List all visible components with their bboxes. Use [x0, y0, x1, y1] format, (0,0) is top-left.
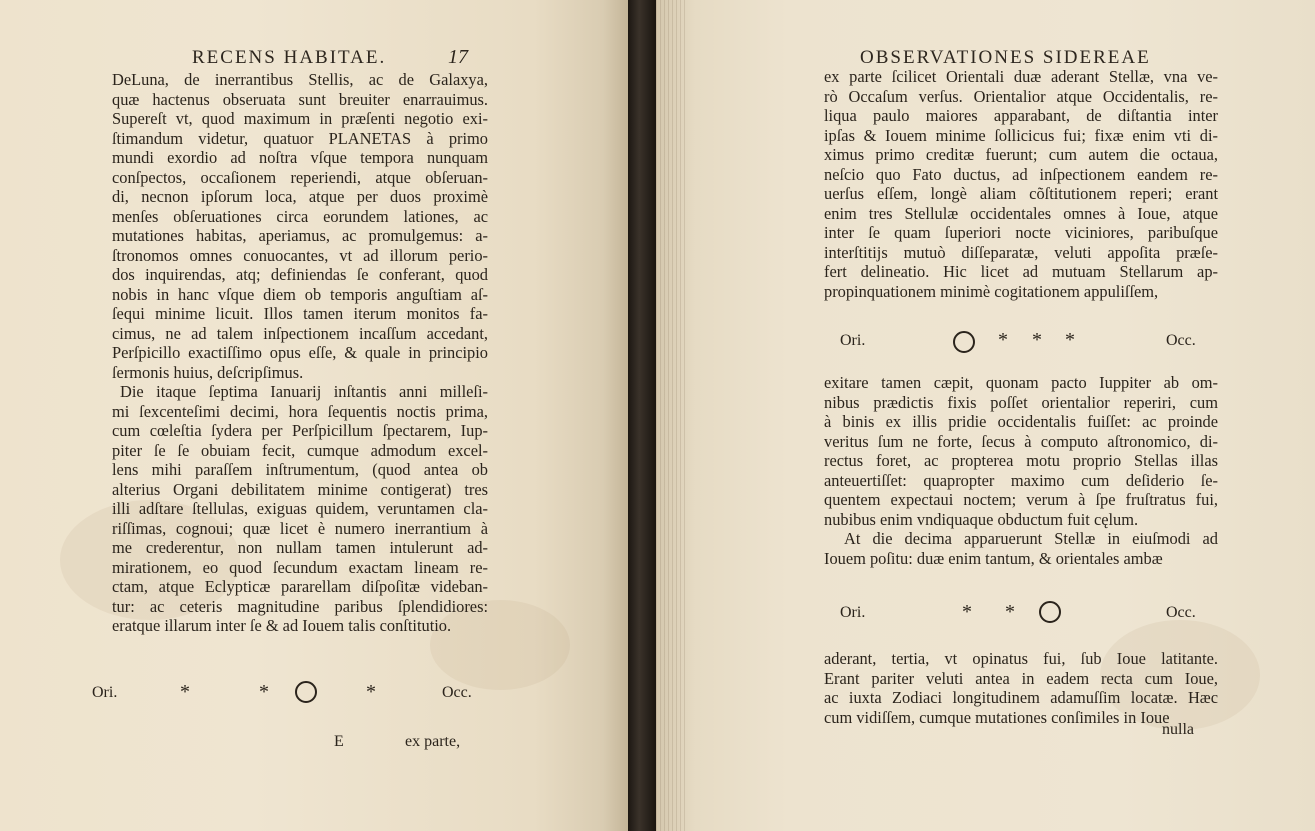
jupiter-diagram-jan8	[840, 328, 1210, 358]
page-edges	[656, 0, 686, 831]
text-line: dos inquirendas, atq; definiendas ſe conferant, quod	[112, 265, 488, 284]
text-line: At die decima apparuerunt Stellæ in eiuſmodi ad	[844, 529, 1218, 548]
text-line: riſſimas, cognoui; quæ licet è numero inerrantium à	[112, 518, 488, 538]
left-body-text	[112, 70, 488, 636]
occident-label: Occ.	[1166, 604, 1196, 621]
right-running-head: OBSERVATIONES SIDEREAE	[860, 47, 1151, 68]
text-line: ipſas & Iouem minime ſollicicus fui; fixæ enim vti di-	[824, 125, 1218, 145]
text-line: ex parte ſcilicet Orientali duæ aderant Stellæ, vna ve-	[824, 67, 1218, 86]
catchword: ex parte,	[405, 733, 461, 750]
text-line: mutationes habitas, aperiamus, ac promulgemus: a-	[112, 226, 488, 245]
orient-label: Ori.	[92, 684, 118, 701]
occident-label: Occ.	[1166, 332, 1196, 349]
text-line: ſtronomos omnes conuocantes, vt ad illorum perio-	[112, 245, 488, 265]
jupiter-circle	[953, 331, 975, 353]
star-mark: *	[366, 681, 376, 703]
text-line: cum cœleſtia ſydera per Perſpicillum ſpectarem, Iup-	[112, 421, 488, 440]
text-line: ſtimandum videtur, quatuor PLANETAS à primo	[112, 128, 488, 148]
text-line: exitare tamen cæpit, quonam pacto Iuppiter ab om-	[824, 373, 1218, 392]
text-line: ſequi minime licuit. Illos tamen iterum monitos fa-	[112, 304, 488, 323]
star-mark: *	[1065, 329, 1075, 351]
occident-label: Occ.	[442, 684, 472, 701]
text-line: piter ſe ſe obuiam fecit, cumque admodum excel-	[112, 440, 488, 460]
text-line: cimus, ne ad talem inſpectionem incaſſum accedant,	[112, 323, 488, 343]
text-line: cum vidiſſem, cumque mutationes conſimiles in Ioue	[824, 707, 1170, 727]
text-line: liqua paulo maiores apparabant, de diſtantia inter	[824, 106, 1218, 125]
text-line: à binis ex illis pridie occidentalis fuiſſet: ac proinde	[824, 412, 1218, 431]
text-line: nobis in hanc vſque diem ob temporis anguſtiam aſ-	[112, 284, 488, 304]
text-line: propinquationem minimè cogitationem appuliſſem,	[824, 281, 1159, 301]
signature-mark: E	[334, 733, 344, 750]
jupiter-diagram-jan10	[840, 600, 1210, 630]
left-running-head: RECENS HABITAE.	[192, 47, 387, 68]
text-line: alterius Organi debilitatem minime contigerat) tres	[112, 479, 488, 499]
text-line: anteuertiſſet: quapropter maximo cum deſiderio ſe-	[824, 470, 1218, 490]
star-mark: *	[180, 681, 190, 703]
page-number: 17	[448, 46, 468, 68]
text-line: lens mihi paraſſem inſtrumentum, (quod antea ob	[112, 460, 488, 479]
text-line: enim tres Stellulæ occidentales omnes à Ioue, atque	[824, 203, 1218, 223]
text-line: ſermonis huius, deſcripſimus.	[112, 362, 304, 382]
jupiter-circle	[295, 681, 317, 703]
text-line: mundi exordio ad noſtra vſque tempora nunquam	[112, 148, 488, 167]
text-line: eratque illarum inter ſe & ad Iouem talis conſtitutio.	[112, 616, 452, 635]
text-line: ctam, atque Eclypticæ pararellam diſpoſitæ videban-	[112, 577, 488, 596]
orient-label: Ori.	[840, 604, 866, 621]
star-mark: *	[259, 681, 269, 703]
star-mark: *	[1005, 601, 1015, 623]
text-line: mi ſexcenteſimi decimi, hora ſequentis noctis prima,	[112, 401, 488, 421]
catchword: nulla	[1162, 721, 1194, 738]
star-mark: *	[962, 601, 972, 623]
text-line: nibus prædictis fixis poſſet orientalior reperiri, cum	[824, 392, 1218, 412]
text-line: rò Occaſum verſus. Orientalior atque Occidentalis, re-	[824, 86, 1218, 106]
text-line: ac iuxta Zodiaci longitudinem adamuſſim locatæ. Hæc	[824, 688, 1218, 707]
text-line: neſcio quo Fato ductus, ad inſpectionem eandem re-	[824, 164, 1218, 184]
book-gutter	[628, 0, 656, 831]
orient-label: Ori.	[840, 332, 866, 349]
text-line: quentem expectaui noctem; verum à ſpe fruſtratus fui,	[824, 490, 1218, 509]
text-line: quæ hactenus obseruata sunt breuiter enarrauimus.	[112, 89, 488, 109]
star-mark: *	[998, 329, 1008, 351]
text-line: di, necnon ipſorum loca, atque per duos proximè	[112, 187, 488, 206]
text-line: veritus ſum ne forte, ſecus à computo aſtronomico, di-	[824, 431, 1218, 451]
text-line: interſtitijs mutuò diſſeparatæ, veluti appoſita præſe-	[824, 242, 1218, 262]
text-line: nubibus enim vndiquaque obductum fuit cęlum.	[824, 509, 1139, 529]
text-line: fert delineatio. Hic licet ad mutuam Stellarum ap-	[824, 262, 1218, 281]
text-line: aderant, tertia, vt opinatus fui, ſub Ioue latitante.	[824, 649, 1218, 668]
text-line: inter ſe quam ſuperiori nocte viciniores, paribuſque	[824, 223, 1218, 242]
jupiter-circle	[1039, 601, 1061, 623]
text-line: Iouem poſitu: duæ enim tantum, & orientales ambæ	[824, 548, 1163, 568]
text-line: conſpectos, occaſionem reperiendi, atque obſeruan-	[112, 167, 488, 187]
right-body-text-1	[824, 67, 1218, 301]
text-line: Erant pariter veluti antea in eadem recta cum Ioue,	[824, 668, 1218, 688]
text-line: uerſus eſſem, longè aliam cõſtitutionem reperi; erant	[824, 184, 1218, 203]
star-mark: *	[1032, 329, 1042, 351]
text-line: rectus foret, ac propterea motu proprio Stellas illas	[824, 451, 1218, 470]
text-line: tur: ac ceteris magnitudine paribus ſplendidiores:	[112, 596, 488, 616]
text-line: me crederentur, non nullam tamen intulerunt ad-	[112, 538, 488, 557]
text-line: Perſpicillo exactiſſimo opus eſſe, & quale in principio	[112, 343, 488, 362]
text-line: Supereſt vt, quod maximum in præſenti negotio exi-	[112, 109, 488, 128]
jupiter-diagram-jan7	[92, 680, 492, 710]
right-body-text-3	[824, 649, 1218, 727]
text-line: ximus primo creditæ fuerunt; cum autem die octaua,	[824, 145, 1218, 164]
text-line: illi adſtare ſtellulas, exiguas quidem, veruntamen cla-	[112, 499, 488, 518]
text-line: DeLuna, de inerrantibus Stellis, ac de Galaxya,	[112, 70, 488, 89]
right-body-text-2	[824, 373, 1218, 568]
text-line: Die itaque ſeptima Ianuarij inſtantis anni milleſi-	[120, 382, 488, 401]
text-line: mirationem, eo quod ſecundum exactam lineam re-	[112, 557, 488, 577]
text-line: menſes obſeruationes circa eorundem lationes, ac	[112, 206, 488, 226]
